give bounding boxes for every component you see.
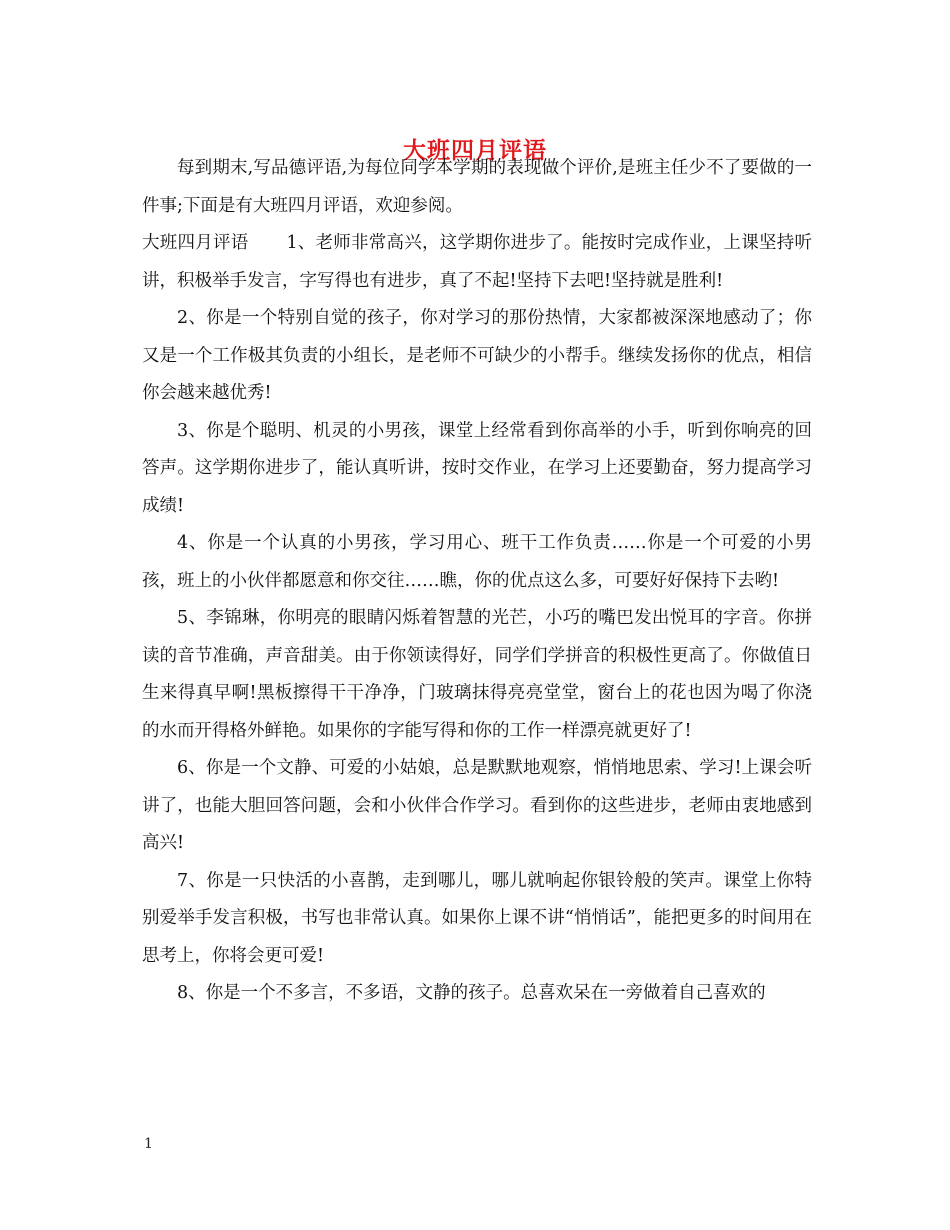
page-number: 1	[144, 1136, 153, 1152]
section-label: 大班四月评语	[142, 233, 249, 253]
document-body	[142, 150, 812, 1013]
paragraph-1	[142, 225, 812, 300]
paragraph-8: 8、你是一个不多言，不多语，文静的孩子。总喜欢呆在一旁做着自己喜欢的	[177, 983, 766, 1003]
paragraph-1-text: 1、老师非常高兴，这学期你进步了。能按时完成作业，上课坚持听讲，积极举手发言，字写得也有进步，真了不起!坚持下去吧!坚持就是胜利!	[142, 233, 812, 291]
page-title: 大班四月评语	[403, 138, 547, 164]
intro-paragraph: 每到期末,写品德评语,为每位同学本学期的表现做个评价,是班主任少不了要做的一件事;下面是有大班四月评语，欢迎参阅。	[142, 158, 812, 216]
paragraph-6: 6、你是一个文静、可爱的小姑娘，总是默默地观察，悄悄地思索、学习!上课会听讲了，也能大胆回答问题，会和小伙伴合作学习。看到你的这些进步，老师由衷地感到高兴!	[142, 758, 812, 853]
paragraph-4: 4、你是一个认真的小男孩，学习用心、班干工作负责……你是一个可爱的小男孩，班上的小伙伴都愿意和你交往……瞧，你的优点这么多，可要好好保持下去哟!	[142, 533, 812, 591]
paragraph-5: 5、李锦琳，你明亮的眼睛闪烁着智慧的光芒，小巧的嘴巴发出悦耳的字音。你拼读的音节准确，声音甜美。由于你领读得好，同学们学拼音的积极性更高了。你做值日生来得真早啊!黑板擦得干干净净，门玻璃抹得亮亮堂堂，窗台上的花也因为喝了你浇的水而开得格外鲜艳。如果你的字能写得和你的工作一样漂亮就更好了!	[142, 608, 812, 741]
paragraph-3: 3、你是个聪明、机灵的小男孩，课堂上经常看到你高举的小手，听到你响亮的回答声。这学期你进步了，能认真听讲，按时交作业，在学习上还要勤奋，努力提高学习成绩!	[142, 420, 812, 516]
paragraph-7: 7、你是一只快活的小喜鹊，走到哪儿，哪儿就响起你银铃般的笑声。课堂上你特别爱举手发言积极，书写也非常认真。如果你上课不讲“悄悄话”，能把更多的时间用在思考上，你将会更可爱!	[142, 870, 812, 966]
paragraph-2: 2、你是一个特别自觉的孩子，你对学习的那份热情，大家都被深深地感动了；你又是一个工作极其负责的小组长，是老师不可缺少的小帮手。继续发扬你的优点，相信你会越来越优秀!	[142, 308, 812, 403]
